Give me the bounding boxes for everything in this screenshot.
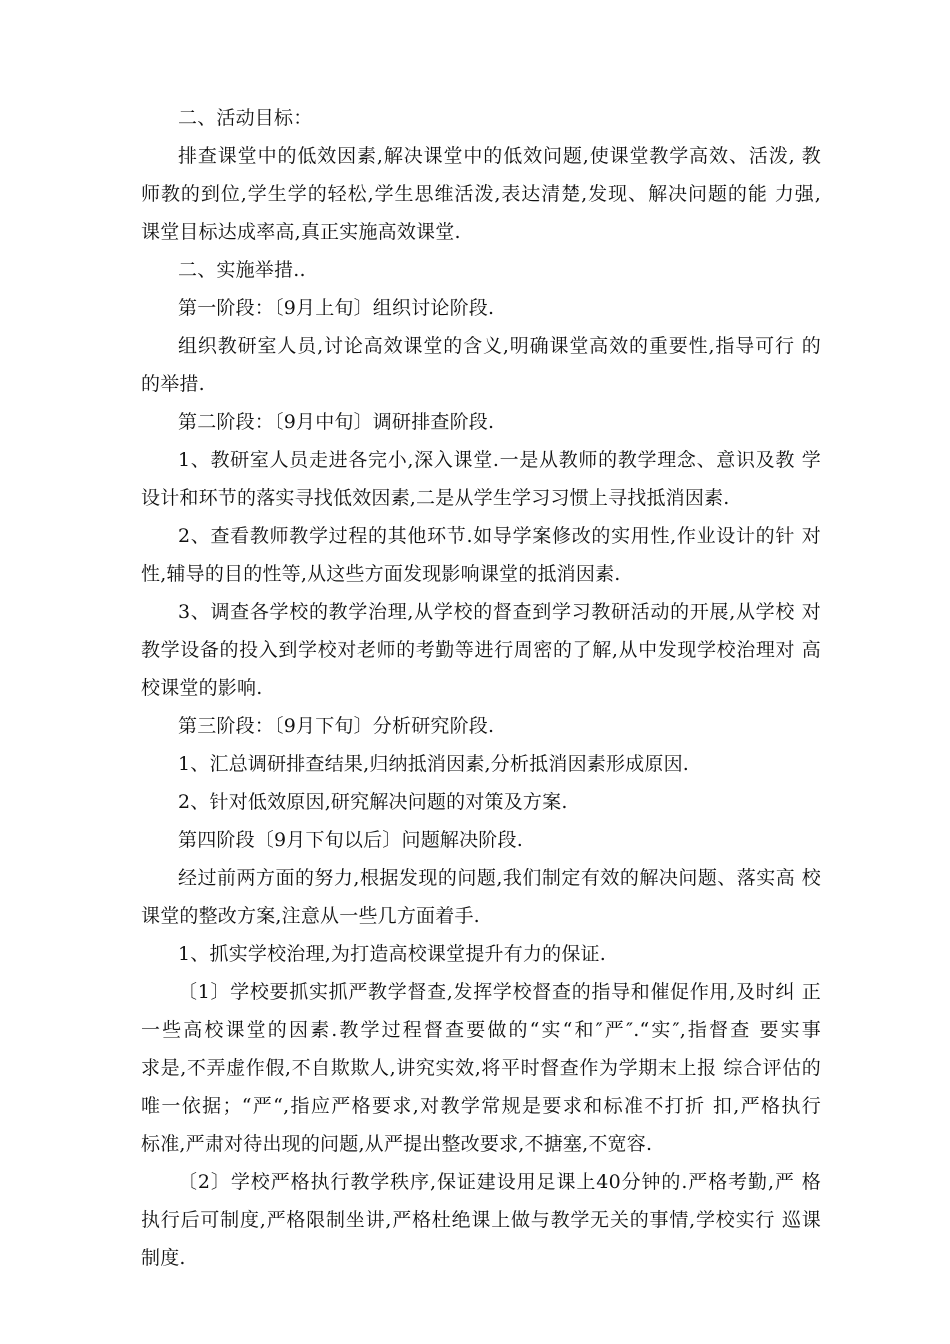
paragraph-line: 2、针对低效原因,研究解决问题的对策及方案. bbox=[178, 791, 568, 813]
paragraph-line: 唯一依据；“严“,指应严格要求,对教学常规是要求和标准不打折 扣,严格执行 bbox=[141, 1095, 821, 1117]
paragraph-line: 1、教研室人员走进各完小,深入课堂.一是从教师的教学理念、意识及教 学 bbox=[178, 449, 821, 471]
paragraph-line: 性,辅导的目的性等,从这些方面发现影响课堂的抵消因素. bbox=[141, 563, 621, 585]
paragraph-line: 3、调查各学校的教学治理,从学校的督查到学习教研活动的开展,从学校 对 bbox=[178, 601, 821, 623]
stage-heading-2: 第二阶段：〔9月中旬〕调研排查阶段. bbox=[178, 411, 495, 433]
paragraph-line: 经过前两方面的努力,根据发现的问题,我们制定有效的解决问题、落实高 校 bbox=[178, 867, 821, 889]
paragraph-line: 1、汇总调研排查结果,归纳抵消因素,分析抵消因素形成原因. bbox=[178, 753, 690, 775]
paragraph-line: 2、查看教师教学过程的其他环节.如导学案修改的实用性,作业设计的针 对 bbox=[178, 525, 821, 547]
paragraph-line: 教学设备的投入到学校对老师的考勤等进行周密的了解,从中发现学校治理对 高 bbox=[141, 639, 821, 661]
paragraph-line: 课堂目标达成率高,真正实施高效课堂. bbox=[141, 221, 461, 243]
paragraph-line: 排查课堂中的低效因素,解决课堂中的低效问题,使课堂教学高效、活泼, 教 bbox=[178, 145, 821, 167]
paragraph-line: 课堂的整改方案,注意从一些几方面着手. bbox=[141, 905, 480, 927]
paragraph-line: 〔1〕学校要抓实抓严教学督查,发挥学校督查的指导和催促作用,及时纠 正 bbox=[178, 981, 821, 1003]
stage-heading-4: 第四阶段〔9月下旬以后〕问题解决阶段. bbox=[178, 829, 523, 851]
paragraph-line: 执行后可制度,严格限制坐讲,严格杜绝课上做与教学无关的事情,学校实行 巡课 bbox=[141, 1209, 821, 1231]
paragraph-line: 标准,严肃对待出现的问题,从严提出整改要求,不搪塞,不宽容. bbox=[141, 1133, 653, 1155]
paragraph-line: 设计和环节的落实寻找低效因素,二是从学生学习习惯上寻找抵消因素. bbox=[141, 487, 730, 509]
section-heading-goals: 二、活动目标： bbox=[178, 107, 313, 129]
paragraph-line: 的举措. bbox=[141, 373, 205, 395]
paragraph-line: 1、抓实学校治理,为打造高校课堂提升有力的保证. bbox=[178, 943, 606, 965]
paragraph-line: 组织教研室人员,讨论高效课堂的含义,明确课堂高效的重要性,指导可行 的 bbox=[178, 335, 821, 357]
stage-heading-3: 第三阶段：〔9月下旬〕分析研究阶段. bbox=[178, 715, 495, 737]
stage-heading-1: 第一阶段：〔9月上旬〕组织讨论阶段. bbox=[178, 297, 495, 319]
paragraph-line: 〔2〕学校严格执行教学秩序,保证建设用足课上40分钟的.严格考勤,严 格 bbox=[178, 1171, 821, 1193]
paragraph-line: 一些高校课堂的因素.教学过程督查要做的“实“和″严″.“实″,指督查 要实事 bbox=[141, 1019, 821, 1041]
paragraph-line: 师教的到位,学生学的轻松,学生思维活泼,表达清楚,发现、解决问题的能 力强, bbox=[141, 183, 821, 205]
paragraph-line: 求是,不弄虚作假,不自欺欺人,讲究实效,将平时督查作为学期末上报 综合评估的 bbox=[141, 1057, 821, 1079]
paragraph-line: 校课堂的影响. bbox=[141, 677, 263, 699]
section-heading-measures: 二、实施举措.. bbox=[178, 259, 306, 281]
paragraph-line: 制度. bbox=[141, 1247, 186, 1269]
